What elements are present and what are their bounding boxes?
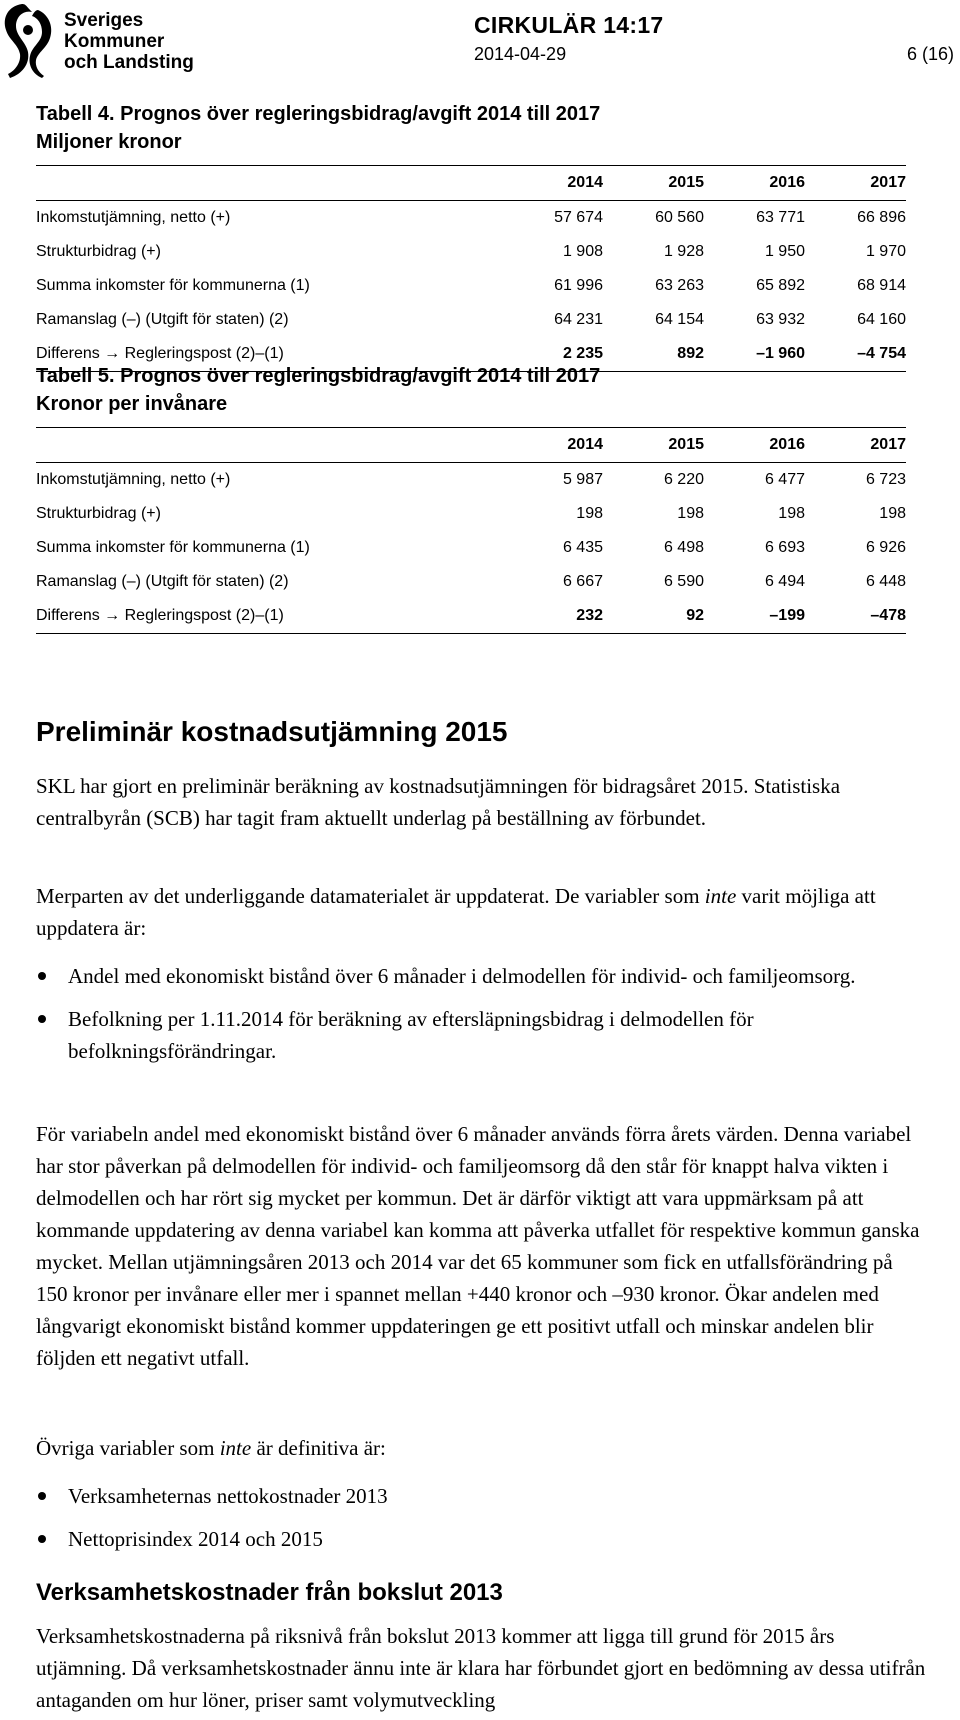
cell-value: 6 220 xyxy=(663,471,704,488)
column-header: 2016 xyxy=(769,174,805,191)
cell-value: 198 xyxy=(778,505,805,522)
cell-value: –199 xyxy=(769,607,805,624)
bullet-item xyxy=(36,1480,926,1512)
cell-value: 6 723 xyxy=(865,471,906,488)
skl-emblem-icon xyxy=(0,0,60,80)
table-row xyxy=(36,269,906,303)
bullet-list xyxy=(36,1480,926,1566)
cell-value: 892 xyxy=(677,345,704,362)
table-row xyxy=(36,303,906,337)
cell-value: 1 928 xyxy=(663,243,704,260)
paragraph xyxy=(36,1432,926,1464)
emphasis: inte xyxy=(704,884,737,908)
text-run: Övriga variabler som xyxy=(36,1436,220,1460)
table-row xyxy=(36,235,906,269)
table-header-row xyxy=(36,428,906,462)
bullet-icon xyxy=(38,972,46,980)
row-label: Inkomstutjämning, netto (+) xyxy=(36,209,231,226)
page-number: 6 (16) xyxy=(906,44,954,64)
cell-value: 61 996 xyxy=(554,277,603,294)
cell-value: 64 154 xyxy=(655,311,704,328)
cell-value: 5 987 xyxy=(562,471,603,488)
cell-value: –4 754 xyxy=(857,345,906,362)
column-header: 2017 xyxy=(870,174,906,191)
column-header: 2015 xyxy=(668,174,704,191)
table4-title-line2: Miljoner kronor xyxy=(36,131,182,153)
bullet-item xyxy=(36,1003,926,1067)
skl-logo xyxy=(0,0,200,80)
section-heading: Preliminär kostnadsutjämning 2015 xyxy=(36,716,508,747)
cell-value: 68 914 xyxy=(857,277,906,294)
cell-value: 92 xyxy=(686,607,704,624)
cell-value: 6 435 xyxy=(562,539,603,556)
paragraph xyxy=(36,770,926,834)
table4-title-line1: Tabell 4. Prognos över regleringsbidrag/avgift 2014 till 2017 xyxy=(36,103,601,125)
paragraph-text: För variabeln andel med ekonomiskt bistånd över 6 månader används förra årets värden. Denna variabel har stor påverkan på delmodellen för individ- och familjeomsorg då den står för knappt halva vikten i delmodellen och har rört sig mycket per kommun. Det är därför viktigt att vara uppmärksam på att kommande uppdatering av denna variabel kan komma att påverka utfallet för respektive kommun ganska mycket. Mellan utjämningsåren 2013 och 2014 var det 65 kommuner som fick en utfallsförändring på 150 kronor per invånare eller mer i spannet mellan +440 kronor och –930 kronor. Ökar andelen med långvarigt ekonomiskt bistånd kommer uppdateringen ge ett positivt utfall och minskar andelen blir följden ett negativt utfall. xyxy=(36,1122,920,1370)
cell-value: 6 448 xyxy=(865,573,906,590)
table-row-total xyxy=(36,599,906,633)
bullet-text: Verksamheternas nettokostnader 2013 xyxy=(68,1484,388,1508)
table-header-row xyxy=(36,166,906,200)
table5 xyxy=(36,427,906,634)
table5-title-line1: Tabell 5. Prognos över regleringsbidrag/avgift 2014 till 2017 xyxy=(36,365,601,387)
cell-value: 6 667 xyxy=(562,573,603,590)
cell-value: 63 771 xyxy=(756,209,805,226)
text-run: varit möjliga att uppdatera är: xyxy=(36,884,876,940)
cell-value: 63 932 xyxy=(756,311,805,328)
table-row xyxy=(36,497,906,531)
paragraph xyxy=(36,1620,926,1716)
bullet-icon xyxy=(38,1015,46,1023)
row-label: Ramanslag (–) (Utgift för staten) (2) xyxy=(36,311,289,328)
cell-value: 198 xyxy=(879,505,906,522)
cell-value: 6 498 xyxy=(663,539,704,556)
bullet-text: Nettoprisindex 2014 och 2015 xyxy=(68,1527,323,1551)
table5-title xyxy=(36,362,600,418)
bullet-text: Befolkning per 1.11.2014 för beräkning av eftersläpningsbidrag i delmodellen för befolkningsförändringar. xyxy=(68,1007,754,1063)
cell-value: –1 960 xyxy=(756,345,805,362)
bullet-list xyxy=(36,960,926,1078)
paragraph xyxy=(36,1118,926,1374)
cell-value: 6 693 xyxy=(764,539,805,556)
logo-wordmark xyxy=(64,10,194,73)
cell-value: 1 950 xyxy=(764,243,805,260)
cell-value: 232 xyxy=(576,607,603,624)
cell-value: 6 477 xyxy=(764,471,805,488)
logo-line: och Landsting xyxy=(64,52,194,73)
cell-value: 2 235 xyxy=(562,345,603,362)
bullet-icon xyxy=(38,1492,46,1500)
row-label: Differens → Regleringspost (2)–(1) xyxy=(36,607,284,624)
row-label: Summa inkomster för kommunerna (1) xyxy=(36,277,310,294)
cell-value: 6 494 xyxy=(764,573,805,590)
cell-value: 63 263 xyxy=(655,277,704,294)
table5-title-line2: Kronor per invånare xyxy=(36,393,228,415)
row-label: Summa inkomster för kommunerna (1) xyxy=(36,539,310,556)
cell-value: 1 908 xyxy=(562,243,603,260)
cell-value: 60 560 xyxy=(655,209,704,226)
cell-value: 57 674 xyxy=(554,209,603,226)
circular-title: CIRKULÄR 14:17 xyxy=(474,12,664,38)
paragraph-text xyxy=(36,880,926,944)
text-run: Merparten av det underliggande datamaterialet är uppdaterat. De variabler som xyxy=(36,884,705,908)
cell-value: 198 xyxy=(576,505,603,522)
cell-value: 64 160 xyxy=(857,311,906,328)
bullet-text: Andel med ekonomiskt bistånd över 6 månader i delmodellen för individ- och familjeomsorg. xyxy=(68,964,856,988)
cell-value: –478 xyxy=(870,607,906,624)
cell-value: 1 970 xyxy=(865,243,906,260)
cell-value: 64 231 xyxy=(554,311,603,328)
table4-title xyxy=(36,100,600,156)
paragraph xyxy=(36,880,926,944)
table4 xyxy=(36,165,906,372)
table-row xyxy=(36,565,906,599)
cell-value: 6 926 xyxy=(865,539,906,556)
paragraph-text: Verksamhetskostnaderna på riksnivå från bokslut 2013 kommer att ligga till grund för 2015 års utjämning. Då verksamhetskostnader ännu inte är klara har förbundet gjort en bedömning av dessa utifrån antaganden om hur löner, priser samt volymutveckling xyxy=(36,1624,926,1712)
table-row xyxy=(36,201,906,235)
text-run: är definitiva är: xyxy=(251,1436,386,1460)
bullet-item xyxy=(36,960,926,992)
cell-value: 198 xyxy=(677,505,704,522)
bullet-icon xyxy=(38,1535,46,1543)
table-row xyxy=(36,463,906,497)
logo-line: Kommuner xyxy=(64,31,165,52)
row-label: Inkomstutjämning, netto (+) xyxy=(36,471,231,488)
paragraph-text: SKL har gjort en preliminär beräkning av kostnadsutjämningen för bidragsåret 2015. Statistiska centralbyrån (SCB) har tagit fram aktuellt underlag på beställning av förbundet. xyxy=(36,774,841,830)
row-label: Strukturbidrag (+) xyxy=(36,505,161,522)
paragraph-text xyxy=(36,1432,926,1464)
cell-value: 66 896 xyxy=(857,209,906,226)
row-label: Differens → Regleringspost (2)–(1) xyxy=(36,345,284,362)
section-heading: Verksamhetskostnader från bokslut 2013 xyxy=(36,1579,503,1606)
column-header: 2015 xyxy=(668,436,704,453)
column-header: 2017 xyxy=(870,436,906,453)
row-label: Ramanslag (–) (Utgift för staten) (2) xyxy=(36,573,289,590)
emphasis: inte xyxy=(219,1436,252,1460)
column-header: 2014 xyxy=(567,174,603,191)
logo-line: Sveriges xyxy=(64,10,144,31)
row-label: Strukturbidrag (+) xyxy=(36,243,161,260)
table-rule-bottom xyxy=(36,633,906,634)
circular-date: 2014-04-29 xyxy=(474,44,567,64)
column-header: 2014 xyxy=(567,436,603,453)
bullet-item xyxy=(36,1523,926,1555)
table-row xyxy=(36,531,906,565)
cell-value: 6 590 xyxy=(663,573,704,590)
column-header: 2016 xyxy=(769,436,805,453)
cell-value: 65 892 xyxy=(756,277,805,294)
